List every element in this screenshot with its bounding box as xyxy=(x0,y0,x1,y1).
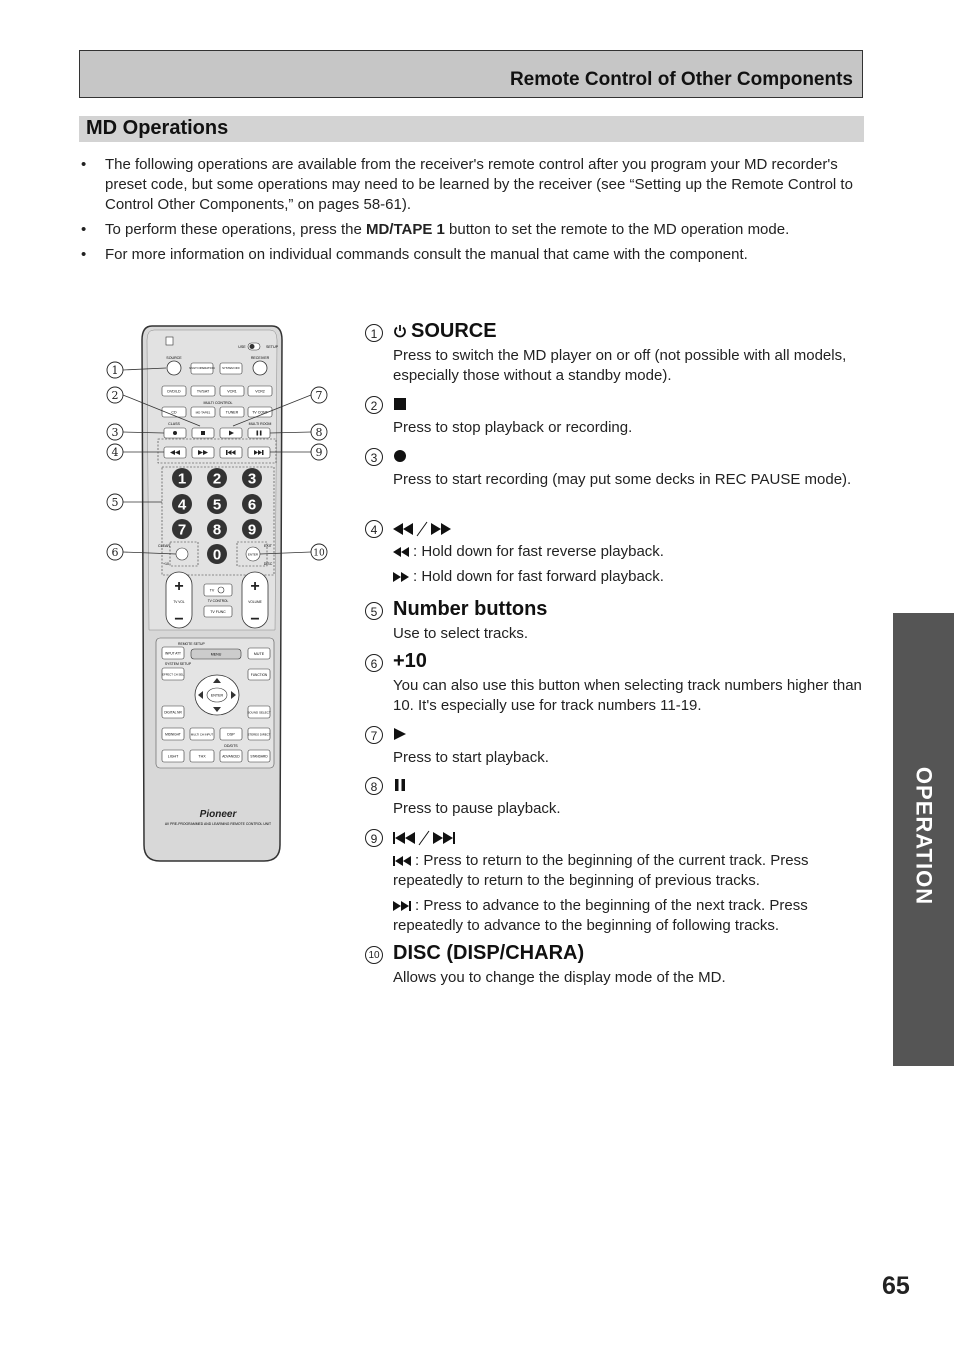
svg-text:7: 7 xyxy=(177,521,187,539)
svg-text:INPUT ATT: INPUT ATT xyxy=(165,651,181,656)
svg-text:CLASS: CLASS xyxy=(168,422,180,426)
item-title: DISC (DISP/CHARA) xyxy=(393,942,585,964)
item-number: 1 xyxy=(365,324,383,342)
label-multi-control: MULTI CONTROL xyxy=(203,401,233,405)
remote-illustration xyxy=(100,320,340,865)
model-text: AV PRE-PROGRAMMED AND LEARNING REMOTE CONTROL UNIT xyxy=(164,822,272,826)
callout-6: 6 xyxy=(111,546,119,559)
callout-10: 10 xyxy=(313,548,325,559)
play-icon xyxy=(393,727,407,741)
callout-1: 1 xyxy=(111,364,119,377)
svg-text:0: 0 xyxy=(212,546,222,564)
svg-text:5: 5 xyxy=(212,496,222,514)
svg-text:MIDNIGHT: MIDNIGHT xyxy=(165,732,181,737)
item-desc: Press to start recording (may put some decks in REC PAUSE mode). xyxy=(393,471,852,488)
svg-text:ENTER: ENTER xyxy=(210,693,224,698)
receiver-power-button[interactable] xyxy=(253,361,267,375)
page-number: 65 xyxy=(882,1272,910,1300)
label-source: SOURCE xyxy=(166,356,182,360)
item-desc: You can also use this button when selecting track numbers higher than 10. It's especially use for track numbers 11-19. xyxy=(393,677,862,714)
item-stop: 2 Press to stop playback or recording. xyxy=(365,392,870,444)
pause-button[interactable] xyxy=(248,428,270,438)
skip-icon xyxy=(393,830,485,846)
label-setup: SETUP xyxy=(266,345,278,349)
svg-text:ADVANCED: ADVANCED xyxy=(222,754,240,759)
svg-text:LIGHT: LIGHT xyxy=(167,754,179,759)
svg-text:DIGITAL NR: DIGITAL NR xyxy=(164,710,182,715)
svg-text:EXIT: EXIT xyxy=(264,544,272,548)
item-source xyxy=(365,320,870,392)
svg-text:VCR2: VCR2 xyxy=(255,389,265,394)
svg-text:MUTE: MUTE xyxy=(253,652,265,656)
skip-back-icon xyxy=(393,856,415,866)
item-pause: 8 Press to pause playback. xyxy=(365,773,870,825)
item-desc: Press to switch the MD player on or off (not possible with all models, especially those without a standby mode). xyxy=(393,347,847,384)
chapter-title: Remote Control of Other Components xyxy=(509,69,853,90)
svg-text:−: − xyxy=(250,611,260,628)
svg-text:1: 1 xyxy=(177,470,187,488)
side-tab-label: OPERATION xyxy=(911,766,937,906)
label-system-off: SYSTEM OFF xyxy=(222,366,240,370)
item-desc: Press to pause playback. xyxy=(393,800,561,817)
side-tab xyxy=(893,613,954,1066)
svg-text:SOUND SELECT: SOUND SELECT xyxy=(247,710,271,715)
power-icon xyxy=(393,324,407,338)
svg-text:CD: CD xyxy=(171,410,177,415)
callout-5: 5 xyxy=(111,496,119,509)
svg-text:REMOTE SETUP: REMOTE SETUP xyxy=(178,642,205,646)
svg-text:CLEAR: CLEAR xyxy=(158,544,170,548)
item-title: +10 xyxy=(393,650,427,672)
item-desc: : Press to return to the beginning of the current track. Press repeatedly to return to the beginning of previous tracks. xyxy=(393,852,809,889)
svg-text:9: 9 xyxy=(247,521,257,539)
svg-text:2: 2 xyxy=(212,470,222,488)
svg-text:VCR1: VCR1 xyxy=(227,389,237,394)
svg-text:FUNCTION: FUNCTION xyxy=(250,673,268,677)
source-power-button[interactable] xyxy=(167,361,181,375)
plus10-button[interactable] xyxy=(176,548,188,560)
svg-text:VOLUME: VOLUME xyxy=(248,600,262,604)
stop-icon xyxy=(393,397,407,411)
label-use: USE xyxy=(238,345,246,349)
svg-text:TV/SAT: TV/SAT xyxy=(196,389,210,394)
svg-text:MULTI ROOM: MULTI ROOM xyxy=(248,422,272,426)
svg-text:TV VOL: TV VOL xyxy=(173,600,185,604)
svg-text:TUNER: TUNER xyxy=(225,410,239,415)
item-number-buttons: 5 Number buttons Use to select tracks. xyxy=(365,598,870,650)
svg-text:TV: TV xyxy=(209,588,215,593)
svg-text:3: 3 xyxy=(247,470,257,488)
item-desc: : Hold down for fast reverse playback. xyxy=(413,543,664,560)
svg-text:DD/DTS: DD/DTS xyxy=(224,744,238,748)
svg-text:STEREO DIRECT: STEREO DIRECT xyxy=(247,732,271,737)
svg-text:THX: THX xyxy=(198,754,206,759)
pause-icon xyxy=(393,778,407,792)
fast-forward-icon xyxy=(393,572,413,582)
section-bar xyxy=(79,116,864,142)
svg-text:8: 8 xyxy=(212,521,222,539)
skip-forward-icon xyxy=(393,901,415,911)
svg-text:TV CONTROL: TV CONTROL xyxy=(207,599,229,603)
label-receiver: RECEIVER xyxy=(250,356,270,360)
callout-9: 9 xyxy=(315,446,323,459)
item-desc: Use to select tracks. xyxy=(393,625,529,642)
callout-2: 2 xyxy=(111,389,119,402)
item-record: 3 Press to start recording (may put some decks in REC PAUSE mode). xyxy=(365,444,870,516)
item-rewind-forward: 4 : Hold down for fast reverse playback. : Hold down for fast forward playback. xyxy=(365,516,870,598)
svg-text:ENTER: ENTER xyxy=(247,552,259,557)
record-icon xyxy=(393,449,407,463)
svg-text:+: + xyxy=(250,578,260,595)
section-title: MD Operations xyxy=(86,117,229,139)
rewind-forward-icon xyxy=(393,521,479,537)
svg-text:+10: +10 xyxy=(162,562,170,566)
item-list xyxy=(365,320,870,992)
brand-logo: Pioneer xyxy=(199,809,237,820)
svg-text:TV CONT: TV CONT xyxy=(252,410,268,415)
svg-text:TV FUNC: TV FUNC xyxy=(210,610,226,614)
callout-7: 7 xyxy=(315,389,323,402)
bullet-item: • The following operations are available from the receiver's remote control after you program your MD recorder's preset code, but some operations may need to be learned by the receiver (see “Setting up the Remote Control to Control Other Components,” on pages 58-61). xyxy=(81,156,853,213)
svg-text:MENU: MENU xyxy=(210,652,222,657)
callout-8: 8 xyxy=(315,426,323,439)
svg-text:DISC: DISC xyxy=(263,562,273,566)
item-desc: Allows you to change the display mode of the MD. xyxy=(393,969,726,986)
svg-text:6: 6 xyxy=(247,496,257,514)
bullet-item: • For more information on individual commands consult the manual that came with the component. xyxy=(81,246,748,263)
svg-text:4: 4 xyxy=(177,496,187,514)
item-desc: Press to start playback. xyxy=(393,749,549,766)
bullet-list xyxy=(79,155,869,270)
item-disc: 10 DISC (DISP/CHARA) Allows you to change the display mode of the MD. xyxy=(365,942,870,992)
item-desc: : Hold down for fast forward playback. xyxy=(413,568,664,585)
item-desc: Press to stop playback or recording. xyxy=(393,419,633,436)
svg-text:DSP: DSP xyxy=(227,732,235,737)
item-plus10: 6 +10 You can also use this button when selecting track numbers higher than 10. It's especially use for track numbers 11-19. xyxy=(365,650,870,722)
callout-3: 3 xyxy=(111,426,119,439)
chapter-header xyxy=(79,50,863,98)
callout-4: 4 xyxy=(111,446,119,459)
svg-text:EFFECT CH SEL: EFFECT CH SEL xyxy=(162,672,184,677)
label-multi-operation: MULTI OPERATION xyxy=(189,366,215,370)
svg-text:MULTI CH INPUT: MULTI CH INPUT xyxy=(190,732,214,737)
svg-text:SYSTEM SETUP: SYSTEM SETUP xyxy=(164,662,192,666)
item-desc: : Press to advance to the beginning of the next track. Press repeatedly to advance to the beginning of following tracks. xyxy=(393,897,808,934)
item-title: Number buttons xyxy=(393,598,548,620)
item-skip: 9 : Press to return to the beginning of the current track. Press repeatedly to return to the beginning of previous tracks. : Press to advance to the beginning of the next track. Press repeatedly to advance to the beginning of following tracks. xyxy=(365,825,870,942)
item-play: 7 Press to start playback. xyxy=(365,722,870,773)
svg-text:STANDARD: STANDARD xyxy=(250,754,268,759)
svg-text:MD TAPE1: MD TAPE1 xyxy=(195,410,211,415)
svg-text:−: − xyxy=(174,611,184,628)
bullet-item: • To perform these operations, press the MD/TAPE 1 button to set the remote to the MD operation mode. xyxy=(81,221,790,238)
rewind-icon xyxy=(393,547,413,557)
svg-text:+: + xyxy=(174,578,184,595)
svg-text:DVD/LD: DVD/LD xyxy=(167,389,181,394)
item-title: SOURCE xyxy=(411,320,497,342)
